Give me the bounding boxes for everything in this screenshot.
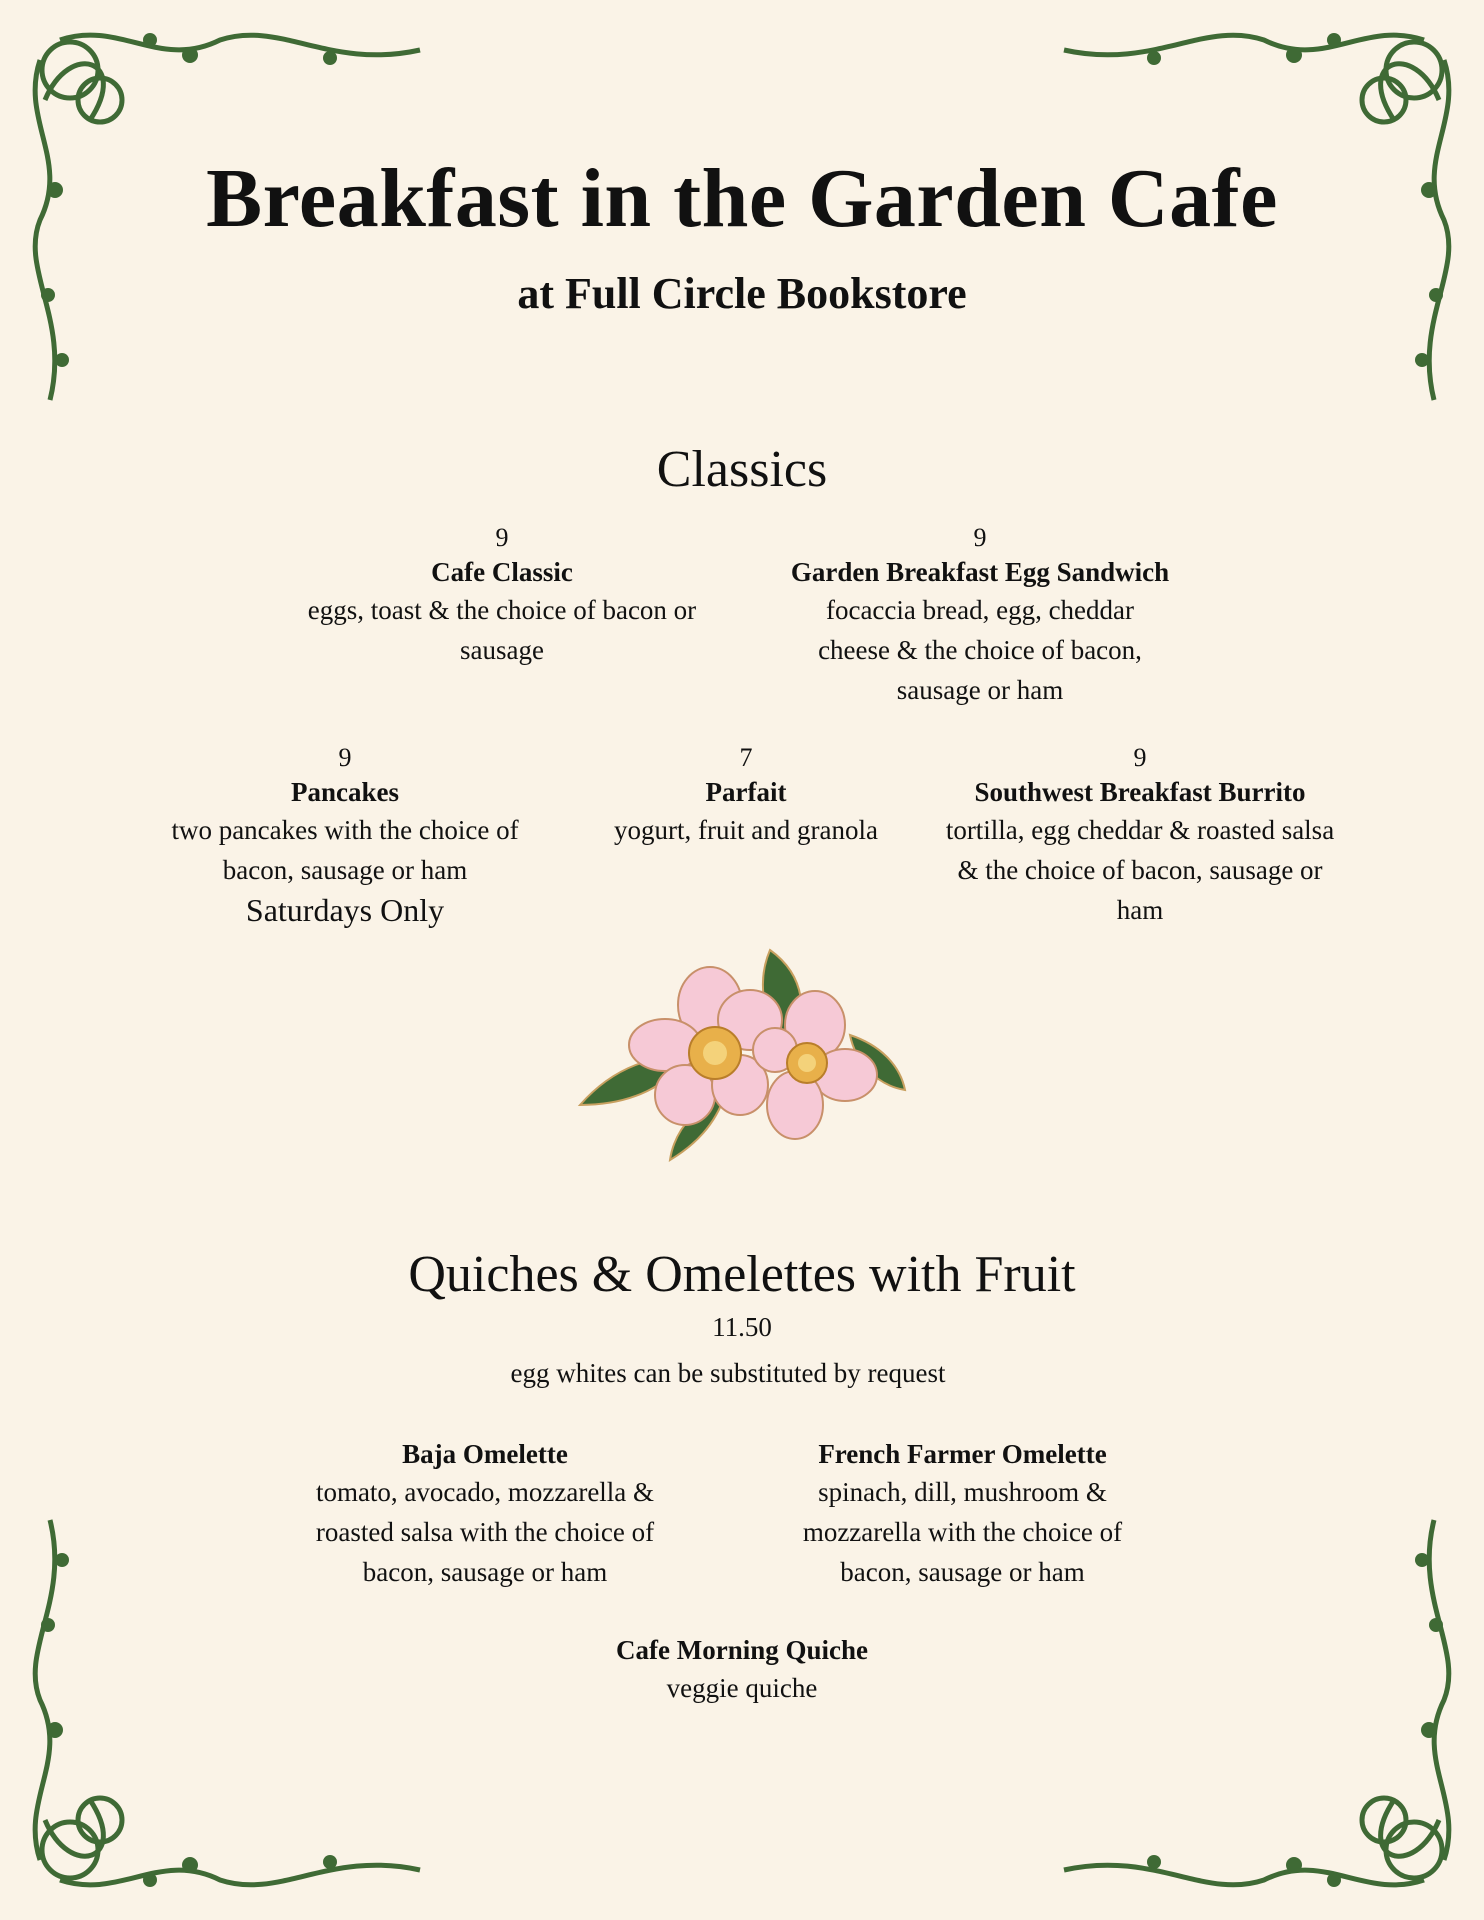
item-name: Cafe Morning Quiche [616,1635,868,1665]
item-name: Garden Breakfast Egg Sandwich [790,557,1170,587]
menu-item [945,742,1335,930]
section-heading-quiches: Quiches & Omelettes with Fruit [408,1246,1076,1303]
item-price: 9 [1133,743,1147,772]
menu-item [150,742,540,930]
item-price: 9 [338,743,352,772]
item-price: 9 [495,523,509,552]
item-name: Southwest Breakfast Burrito [974,777,1306,807]
item-name: Parfait [705,777,787,807]
menu-item [780,522,1180,710]
item-description: two pancakes with the choice of bacon, sausage or ham [171,815,519,885]
item-description: veggie quiche [666,1673,818,1703]
menu-item [300,522,704,670]
item-price: 9 [973,523,987,552]
item-name: Pancakes [291,777,399,807]
menu-item [540,1632,944,1708]
menu-item [775,1436,1150,1592]
menu-item [290,1436,680,1592]
item-description: yogurt, fruit and granola [614,815,878,845]
page-subtitle: at Full Circle Bookstore [517,269,967,318]
item-name: Baja Omelette [402,1439,568,1469]
section-heading-classics: Classics [656,441,828,498]
item-note: Saturdays Only [245,892,445,928]
item-price: 7 [739,743,753,772]
section-note: egg whites can be substituted by request [510,1358,946,1388]
page-title: Breakfast in the Garden Cafe [206,152,1278,245]
menu-item [580,742,912,850]
item-name: French Farmer Omelette [818,1439,1107,1469]
flower-illustration-icon [575,945,915,1165]
item-description: spinach, dill, mushroom & mozzarella with the choice of bacon, sausage or ham [802,1477,1123,1587]
item-description: tomato, avocado, mozzarella & roasted salsa with the choice of bacon, sausage or ham [315,1477,655,1587]
item-description: tortilla, egg cheddar & roasted salsa & the choice of bacon, sausage or ham [945,815,1335,925]
section-price: 11.50 [712,1312,772,1342]
item-description: eggs, toast & the choice of bacon or sausage [307,595,697,665]
item-name: Cafe Classic [431,557,573,587]
item-description: focaccia bread, egg, cheddar cheese & the choice of bacon, sausage or ham [818,595,1142,705]
